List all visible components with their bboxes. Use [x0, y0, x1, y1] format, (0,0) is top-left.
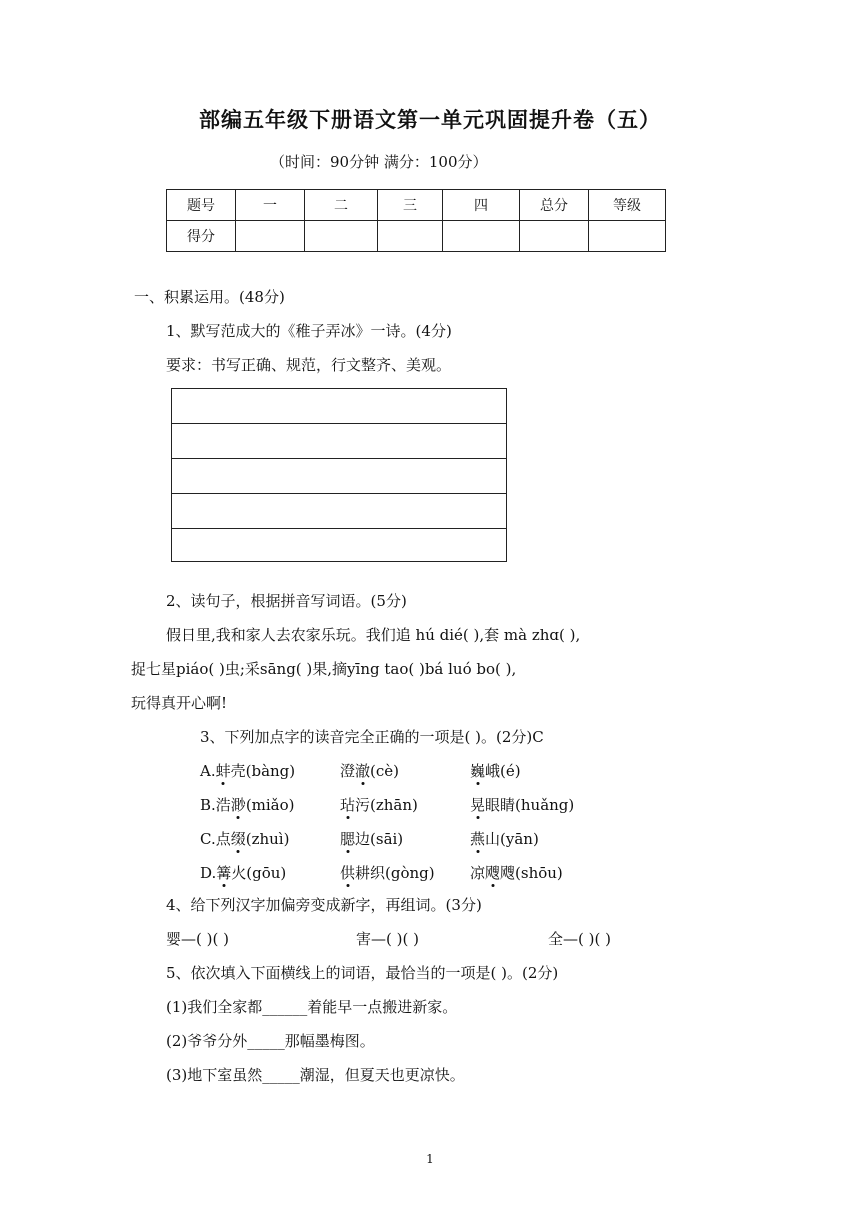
question-4-item: 全—( )( ): [548, 930, 611, 948]
option-a-word3: 巍峨(é): [470, 762, 521, 780]
question-4: 4、给下列汉字加偏旁变成新字，再组词。(3分): [166, 896, 482, 914]
writing-box[interactable]: [171, 388, 507, 562]
header-cell: 等级: [589, 190, 666, 221]
score-cell[interactable]: [443, 221, 520, 252]
option-b-word2: 玷污(zhān): [340, 796, 418, 814]
header-cell: 三: [378, 190, 443, 221]
question-1: 1、默写范成大的《稚子弄冰》一诗。(4分): [166, 322, 452, 340]
option-a-word2: 澄澈(cè): [340, 762, 400, 780]
writing-line[interactable]: [172, 389, 506, 424]
question-2-line: 假日里,我和家人去农家乐玩。我们追 hú dié( ),套 mà zhɑ( ),: [166, 626, 581, 644]
score-table-header-row: [167, 190, 666, 221]
score-cell[interactable]: [378, 221, 443, 252]
score-cell[interactable]: [589, 221, 666, 252]
question-2-line: 捉七星piáo( )虫;采sāng( )果,摘yīng tao( )bá luó bo( ),: [131, 660, 517, 678]
score-cell[interactable]: [305, 221, 378, 252]
option-c-word1: C.点缀(zhuì): [200, 830, 290, 848]
question-2-line: 玩得真开心啊!: [131, 694, 228, 712]
writing-line[interactable]: [172, 494, 506, 529]
page-number: 1: [426, 1152, 434, 1166]
header-cell: 四: [443, 190, 520, 221]
question-5-sentence: (1)我们全家都______着能早一点搬进新家。: [166, 998, 458, 1016]
question-5-sentence: (3)地下室虽然_____潮湿，但夏天也更凉快。: [166, 1066, 465, 1084]
score-table-score-row: [167, 221, 666, 252]
option-b-word1: B.浩渺(miǎo): [200, 796, 295, 814]
question-1-requirement: 要求：书写正确、规范，行文整齐、美观。: [166, 356, 452, 374]
option-c-word3: 燕山(yān): [470, 830, 539, 848]
option-d-word3: 凉飕飕(shōu): [470, 864, 563, 882]
writing-line[interactable]: [172, 424, 506, 459]
writing-line[interactable]: [172, 529, 506, 563]
score-cell[interactable]: [236, 221, 305, 252]
option-a-word1: A.蚌壳(bàng): [200, 762, 296, 780]
section-heading: 一、积累运用。(48分): [134, 288, 285, 306]
option-c-word2: 腮边(sāi): [340, 830, 404, 848]
question-3: 3、下列加点字的读音完全正确的一项是( )。(2分)C: [200, 728, 544, 746]
question-5: 5、依次填入下面横线上的词语，最恰当的一项是( )。(2分): [166, 964, 559, 982]
option-d-word1: D.篝火(gōu): [200, 864, 287, 882]
option-b-word3: 晃眼睛(huǎng): [470, 796, 575, 814]
score-cell[interactable]: [520, 221, 589, 252]
writing-line[interactable]: [172, 459, 506, 494]
row-label-cell: 得分: [167, 221, 236, 252]
header-cell: 二: [305, 190, 378, 221]
header-cell: 题号: [167, 190, 236, 221]
page-title: 部编五年级下册语文第一单元巩固提升卷（五）: [199, 107, 661, 132]
question-5-sentence: (2)爷爷分外_____那幅墨梅图。: [166, 1032, 375, 1050]
question-4-item: 婴—( )( ): [166, 930, 229, 948]
header-cell: 总分: [520, 190, 589, 221]
score-table: [166, 189, 666, 252]
question-2: 2、读句子，根据拼音写词语。(5分): [166, 592, 407, 610]
option-d-word2: 供耕织(gòng): [340, 864, 435, 882]
exam-info: （时间：90分钟 满分：100分）: [270, 153, 488, 171]
question-4-item: 害—( )( ): [356, 930, 419, 948]
header-cell: 一: [236, 190, 305, 221]
